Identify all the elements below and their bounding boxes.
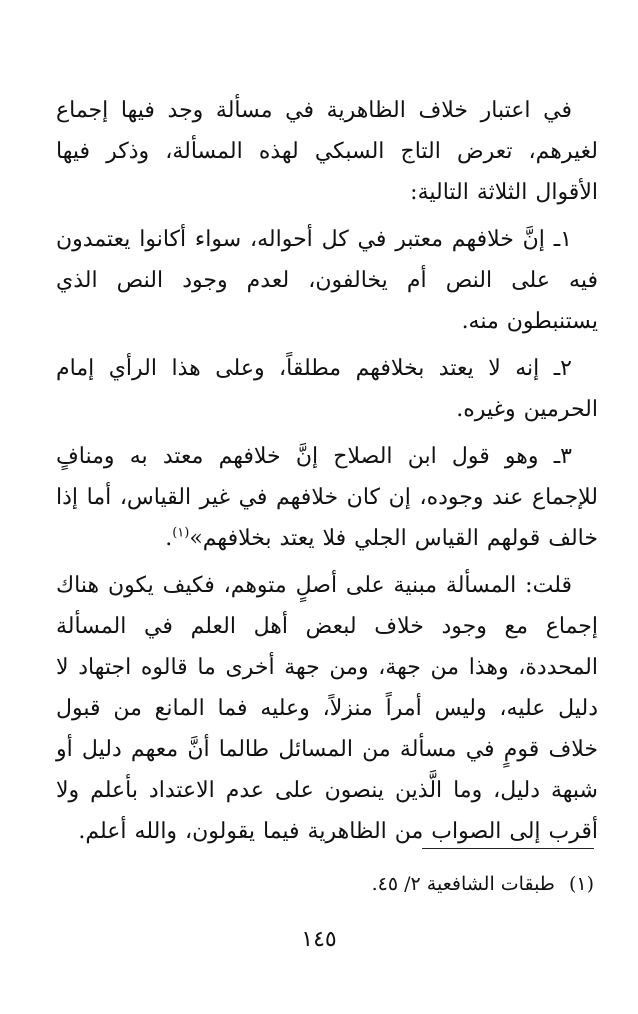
footnote-reference[interactable]: (١) [172, 525, 190, 541]
page-body [56, 90, 598, 852]
footnote [372, 870, 594, 898]
list-item-1: ١ـ إنَّ خلافهم معتبر في كل أحواله، سواء أكانوا يعتمدون فيه على النص أم يخالفون، لعدم وجود النص الذي يستنبطون منه. [56, 227, 598, 334]
footnote-number: (١) [568, 873, 594, 895]
list-item-2: ٢ـ إنه لا يعتد بخلافهم مطلقاً، وعلى هذا الرأي إمام الحرمين وغيره. [56, 356, 598, 422]
page-number: ١٤٥ [301, 927, 337, 952]
footnote-separator [422, 848, 594, 849]
footnote-text: طبقات الشافعية ٢/ ٤٥. [371, 873, 555, 895]
list-item-3-text: ٣ـ وهو قول ابن الصلاح إنَّ خلافهم معتد به ومنافٍ للإجماع عند وجوده، إن كان خلافهم في غير القياس، أما إذا خالف قولهم القياس الجلي فلا يعتد بخلافهم» [56, 444, 598, 551]
conclusion-paragraph: قلت: المسألة مبنية على أصلٍ متوهم، فكيف يكون هناك إجماع مع وجود خلاف لبعض أهل العلم في المسألة المحددة، وهذا من جهة، ومن جهة أخرى ما قالوه اجتهاد لا دليل عليه، وليس أمراً منزلاً، وعليه فما المانع من قبول خلاف قومٍ في مسألة من المسائل طالما أنَّ معهم دليل أو شبهة دليل، وما الَّذين ينصون على عدم الاعتداد بأعلم ولا أقرب إلى الصواب من الظاهرية فيما يقولون، والله أعلم. [56, 573, 598, 844]
list-item-3-end: . [165, 526, 173, 551]
list-item-3 [56, 436, 598, 559]
intro-paragraph: في اعتبار خلاف الظاهرية في مسألة وجد فيها إجماع لغيرهم، تعرض التاج السبكي لهذه المسألة، وذكر فيها الأقوال الثلاثة التالية: [56, 98, 598, 205]
